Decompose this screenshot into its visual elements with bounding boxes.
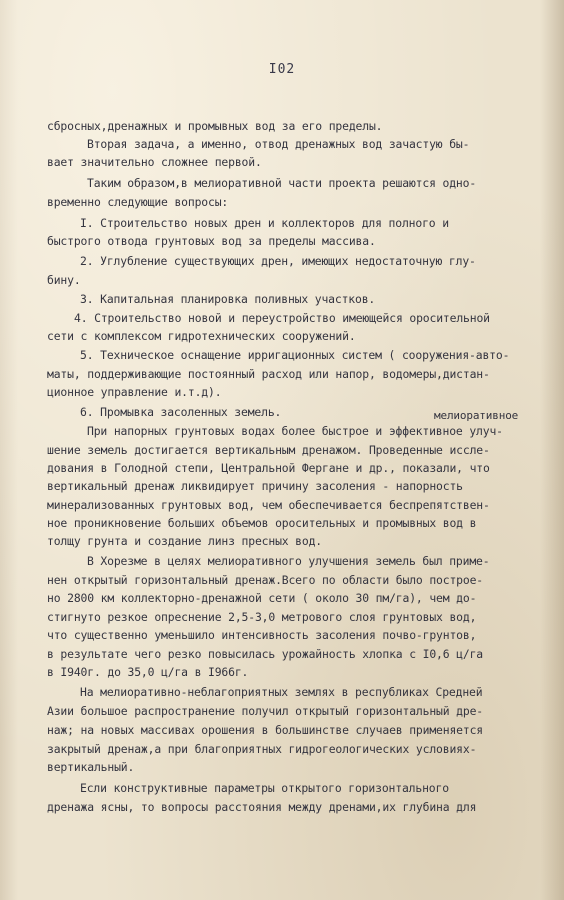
text-line: закрытый дренаж,а при благоприятных гидрогеологических условиях- (47, 742, 477, 756)
text-line: I. Строительство новых дрен и коллекторов для полного и (80, 216, 449, 230)
text-line: быстрого отвода грунтовых вод за пределы массива. (47, 234, 376, 248)
text-line: Азии большое распространение получил открытый горизонтальный дре- (47, 704, 484, 718)
text-line: но 2800 км коллекторно-дренажной сети ( около 30 пм/га), чем до- (47, 591, 477, 605)
text-line: Если конструктивные параметры открытого горизонтального (80, 781, 449, 795)
text-line: толщу грунта и создание линз пресных вод. (47, 534, 323, 548)
text-line: 3. Капитальная планировка поливных участков. (80, 292, 376, 306)
text-line: стигнуто резкое опреснение 2,5-3,0 метрового слоя грунтовых вод, (47, 610, 477, 624)
text-line: 6. Промывка засоленных земель. (80, 405, 282, 419)
handwritten-insertion: мелиоративное (434, 409, 519, 422)
text-line: дренажа ясны, то вопросы расстояния между дренами,их глубина для (47, 800, 477, 814)
text-line: 4. Строительство новой и переустройство имеющейся оросительной (74, 311, 490, 325)
text-line: нен открытый горизонтальный дренаж.Всего по области было построе- (47, 573, 484, 587)
text-line: сбросных,дренажных и промывных вод за его пределы. (47, 119, 383, 133)
text-line: бину. (47, 273, 81, 287)
text-line: в I940г. до 35,0 ц/га в I966г. (47, 665, 249, 679)
text-line: вает значительно сложнее первой. (47, 155, 262, 169)
text-line: что существенно уменьшило интенсивность засоления почво-грунтов, (47, 628, 477, 642)
text-line: 2. Углубление существующих дрен, имеющих недостаточную глу- (80, 254, 476, 268)
text-line: вертикальный дренаж ликвидирует причину засоления - напорность (47, 479, 463, 493)
text-line: ционное управление и.т.д). (47, 385, 222, 399)
text-line: В Хорезме в целях мелиоративного улучшения земель был приме- (87, 554, 490, 568)
page-number: I02 (268, 62, 296, 77)
text-line: минерализованных грунтовых вод, чем обеспечивается беспрепятствен- (47, 498, 490, 512)
text-line: наж; на новых массивах орошения в большинстве случаев применяется (47, 723, 484, 737)
text-line: Вторая задача, а именно, отвод дренажных вод зачастую бы- (87, 137, 470, 151)
text-line: 5. Техническое оснащение ирригационных систем ( сооружения-авто- (80, 348, 510, 362)
text-line: вертикальный. (47, 760, 135, 774)
text-line: маты, поддерживающие постоянный расход или напор, водомеры,дистан- (47, 367, 490, 381)
text-line: дования в Голодной степи, Центральной Фергане и др., показали, что (47, 461, 490, 475)
text-line: На мелиоративно-неблагоприятных землях в республиках Средней (80, 685, 483, 699)
text-line: ное проникновение больших объемов оросительных и промывных вод в (47, 516, 477, 530)
text-line: Таким образом,в мелиоративной части проекта решаются одно- (87, 176, 477, 190)
text-line: сети с комплексом гидротехнических сооружений. (47, 329, 356, 343)
text-line: При напорных грунтовых водах более быстрое и эффективное улуч- (87, 424, 503, 438)
text-line: шение земель достигается вертикальным дренажом. Проведенные иссле- (47, 443, 490, 457)
text-line: временно следующие вопросы: (47, 195, 229, 209)
text-line: в результате чего резко повысилась урожайность хлопка с I0,6 ц/га (47, 647, 484, 661)
